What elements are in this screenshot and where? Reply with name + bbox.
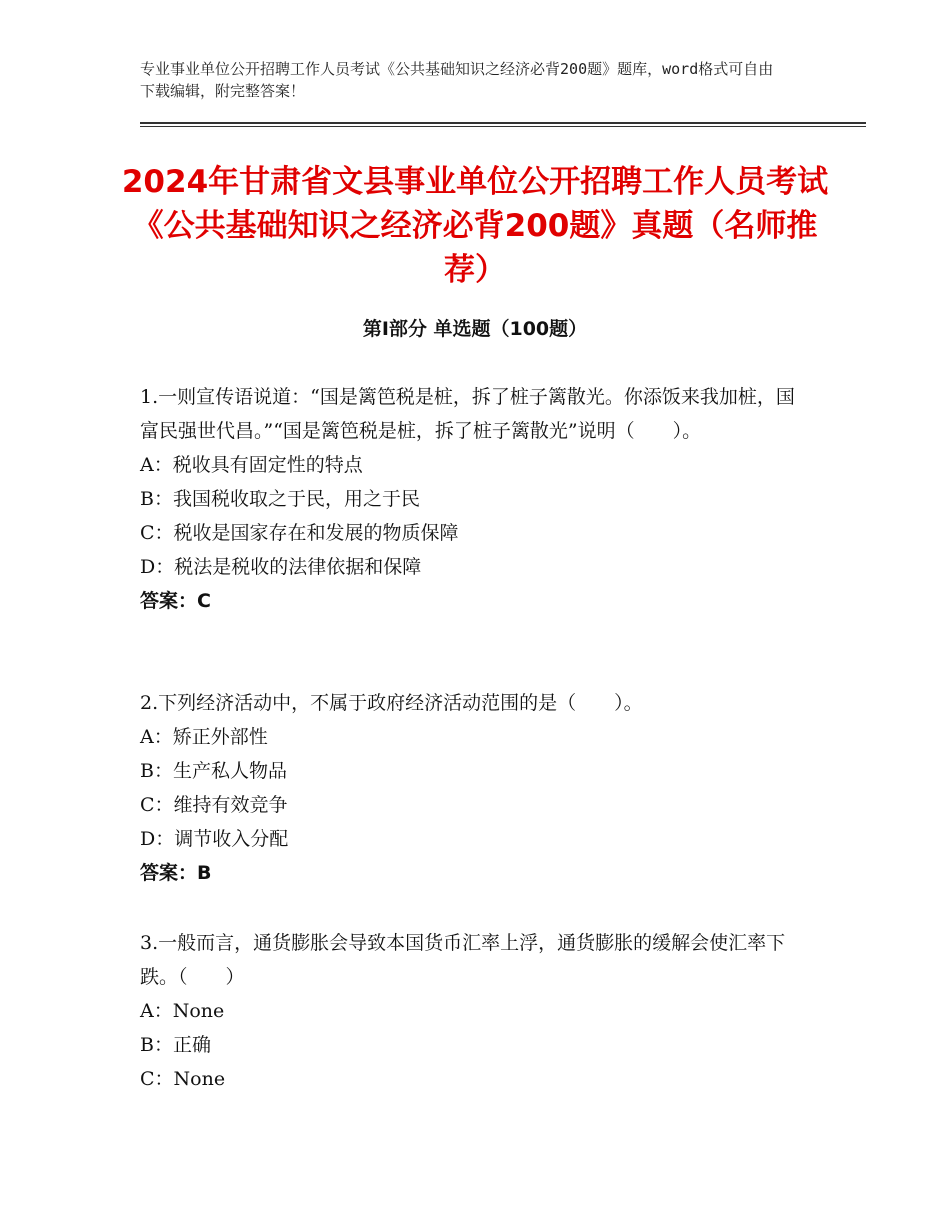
question-1 bbox=[140, 380, 810, 618]
question-stem: 2.下列经济活动中，不属于政府经济活动范围的是（ ）。 bbox=[140, 692, 643, 714]
option-a: A：税收具有固定性的特点 bbox=[140, 454, 363, 476]
option-d: D：税法是税收的法律依据和保障 bbox=[140, 556, 422, 578]
option-c: C：维持有效竞争 bbox=[140, 794, 288, 816]
option-c: C：税收是国家存在和发展的物质保障 bbox=[140, 522, 459, 544]
option-a: A：None bbox=[140, 1000, 225, 1022]
question-stem: 1.一则宣传语说道：“国是篱笆税是桩，拆了桩子篱散光。你添饭来我加桩，国富民强世代昌。”“国是篱笆税是桩，拆了桩子篱散光”说明（ ）。 bbox=[140, 386, 795, 442]
header-note: 专业事业单位公开招聘工作人员考试《公共基础知识之经济必背200题》题库，word格式可自由下载编辑，附完整答案！ bbox=[140, 60, 774, 100]
option-d: D：调节收入分配 bbox=[140, 828, 289, 850]
question-stem: 3.一般而言，通货膨胀会导致本国货币汇率上浮，通货膨胀的缓解会使汇率下跌。（ ） bbox=[140, 932, 786, 988]
question-3 bbox=[140, 926, 810, 1096]
option-b: B：正确 bbox=[140, 1034, 211, 1056]
answer: 答案：B bbox=[140, 862, 212, 884]
header-rule-thin bbox=[140, 126, 866, 127]
option-b: B：生产私人物品 bbox=[140, 760, 287, 782]
option-c: C：None bbox=[140, 1068, 226, 1090]
header-rule-thick bbox=[140, 122, 866, 124]
section-title: 第Ⅰ部分 单选题（100题） bbox=[362, 318, 588, 340]
answer: 答案：C bbox=[140, 590, 211, 612]
option-b: B：我国税收取之于民，用之于民 bbox=[140, 488, 420, 510]
document-title: 2024年甘肃省文县事业单位公开招聘工作人员考试《公共基础知识之经济必背200题》真题（名师推荐） bbox=[121, 164, 829, 288]
question-2 bbox=[140, 686, 810, 890]
option-a: A：矫正外部性 bbox=[140, 726, 268, 748]
